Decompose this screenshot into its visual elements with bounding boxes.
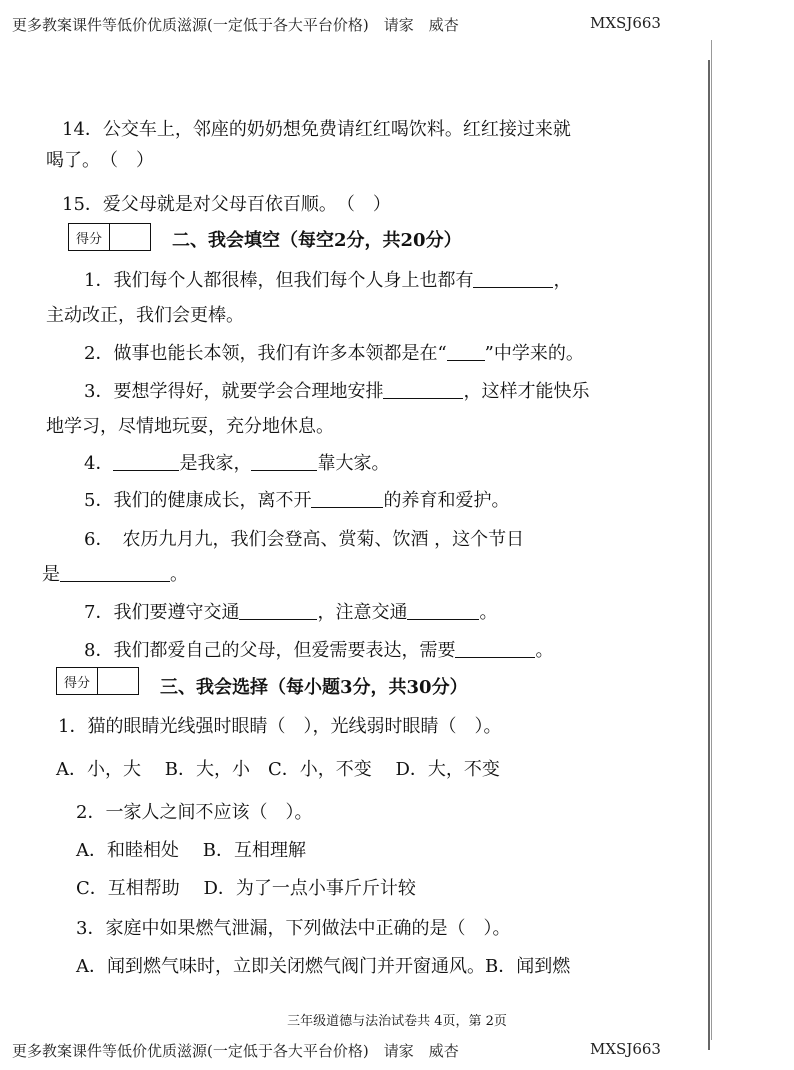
fill-blank — [383, 382, 463, 399]
fill-q1-text: 1．我们每个人都很棒，但我们每个人身上也都有 — [84, 270, 474, 291]
score-cell — [98, 668, 138, 694]
q15: 15．爱父母就是对父母百依百顺。 （ ） — [62, 194, 391, 215]
fill-blank — [239, 603, 317, 620]
fill-q3-text: 3．要想学得好，就要学会合理地安排 — [84, 381, 384, 402]
fill-q5 — [84, 490, 509, 512]
score-box-section2 — [68, 223, 151, 251]
fill-q2-text: 2．做事也能长本领，我们有许多本领都是在“ — [84, 343, 447, 364]
fill-q6-line2 — [42, 564, 188, 586]
score-label: 得分 — [57, 668, 98, 694]
fill-q4-text: 是我家， — [179, 453, 252, 474]
fill-q7-text-end: 。 — [479, 602, 498, 623]
binding-margin-line-secondary — [711, 40, 712, 1040]
fill-q3-line1 — [84, 381, 589, 403]
fill-q3-text-end: ，这样才能快乐 — [463, 381, 590, 402]
score-label: 得分 — [69, 224, 110, 250]
header-code: MXSJ663 — [590, 14, 661, 32]
fill-q2 — [84, 343, 584, 365]
fill-q1-line1 — [84, 270, 571, 292]
fill-q1-line2: 主动改正，我们会更棒。 — [46, 305, 244, 326]
fill-q5-text: 5．我们的健康成长，离不开 — [84, 490, 312, 511]
binding-margin-line — [708, 60, 710, 1050]
fill-q6-text-end: 。 — [170, 564, 188, 585]
footer-ad-text: 更多教案课件等低价优质滋源(一定低于各大平台价格) 请家 威杏 — [12, 1042, 459, 1060]
fill-q3-line2: 地学习，尽情地玩耍，充分地休息。 — [46, 416, 334, 437]
fill-q8 — [84, 640, 553, 662]
fill-q6-text: 是 — [42, 564, 60, 585]
score-box-section3 — [56, 667, 139, 695]
fill-q4-num: 4． — [84, 453, 114, 474]
fill-q7-text-mid: ，注意交通 — [317, 602, 408, 623]
fill-q2-text-end: ”中学来的。 — [484, 343, 584, 364]
fill-blank — [473, 271, 553, 288]
fill-blank — [311, 491, 383, 508]
fill-blank — [447, 344, 485, 361]
fill-q8-text: 8．我们都爱自己的父母，但爱需要表达，需要 — [84, 640, 456, 661]
fill-q4-text-end: 靠大家。 — [317, 453, 390, 474]
score-cell — [110, 224, 150, 250]
fill-blank — [60, 565, 170, 582]
fill-q4 — [84, 453, 389, 475]
fill-blank — [407, 603, 479, 620]
fill-blank — [251, 454, 317, 471]
q14-line1: 14．公交车上，邻座的奶奶想免费请红红喝饮料。红红接过来就 — [62, 119, 571, 140]
section2-title: 二、我会填空（每空2分，共20分） — [172, 230, 462, 251]
section3-title: 三、我会选择（每小题3分，共30分） — [160, 677, 468, 698]
choice-q2-options-cd: C．互相帮助 D．为了一点小事斤斤计较 — [76, 878, 416, 899]
choice-q2: 2．一家人之间不应该（ ）。 — [76, 802, 313, 823]
choice-q1-options: A．小，大 B．大，小 C．小，不变 D．大，不变 — [56, 759, 500, 780]
fill-q6-line1: 6． 农历九月九，我们会登高、赏菊、饮酒 ，这个节日 — [84, 529, 525, 550]
page-footer: 三年级道德与法治试卷共 4页，第 2页 — [287, 1014, 507, 1029]
fill-blank — [113, 454, 179, 471]
choice-q1: 1．猫的眼睛光线强时眼睛（ ），光线弱时眼睛（ ）。 — [58, 716, 502, 737]
choice-q3: 3．家庭中如果燃气泄漏，下列做法中正确的是（ ）。 — [76, 918, 511, 939]
fill-q1-text-end: ， — [553, 270, 572, 291]
fill-q5-text-end: 的养育和爱护。 — [383, 490, 510, 511]
fill-q8-text-end: 。 — [535, 640, 554, 661]
choice-q2-options-ab: A．和睦相处 B．互相理解 — [76, 840, 306, 861]
header-ad-text: 更多教案课件等低价优质滋源(一定低于各大平台价格) 请家 威杏 — [12, 16, 459, 34]
fill-q7 — [84, 602, 497, 624]
fill-blank — [455, 641, 535, 658]
choice-q3-option-a: A．闻到燃气味时，立即关闭燃气阀门并开窗通风。B．闻到燃 — [76, 956, 571, 977]
fill-q7-text: 7．我们要遵守交通 — [84, 602, 240, 623]
q14-line2: 喝了。 （ ） — [46, 150, 154, 171]
footer-code: MXSJ663 — [590, 1040, 661, 1058]
